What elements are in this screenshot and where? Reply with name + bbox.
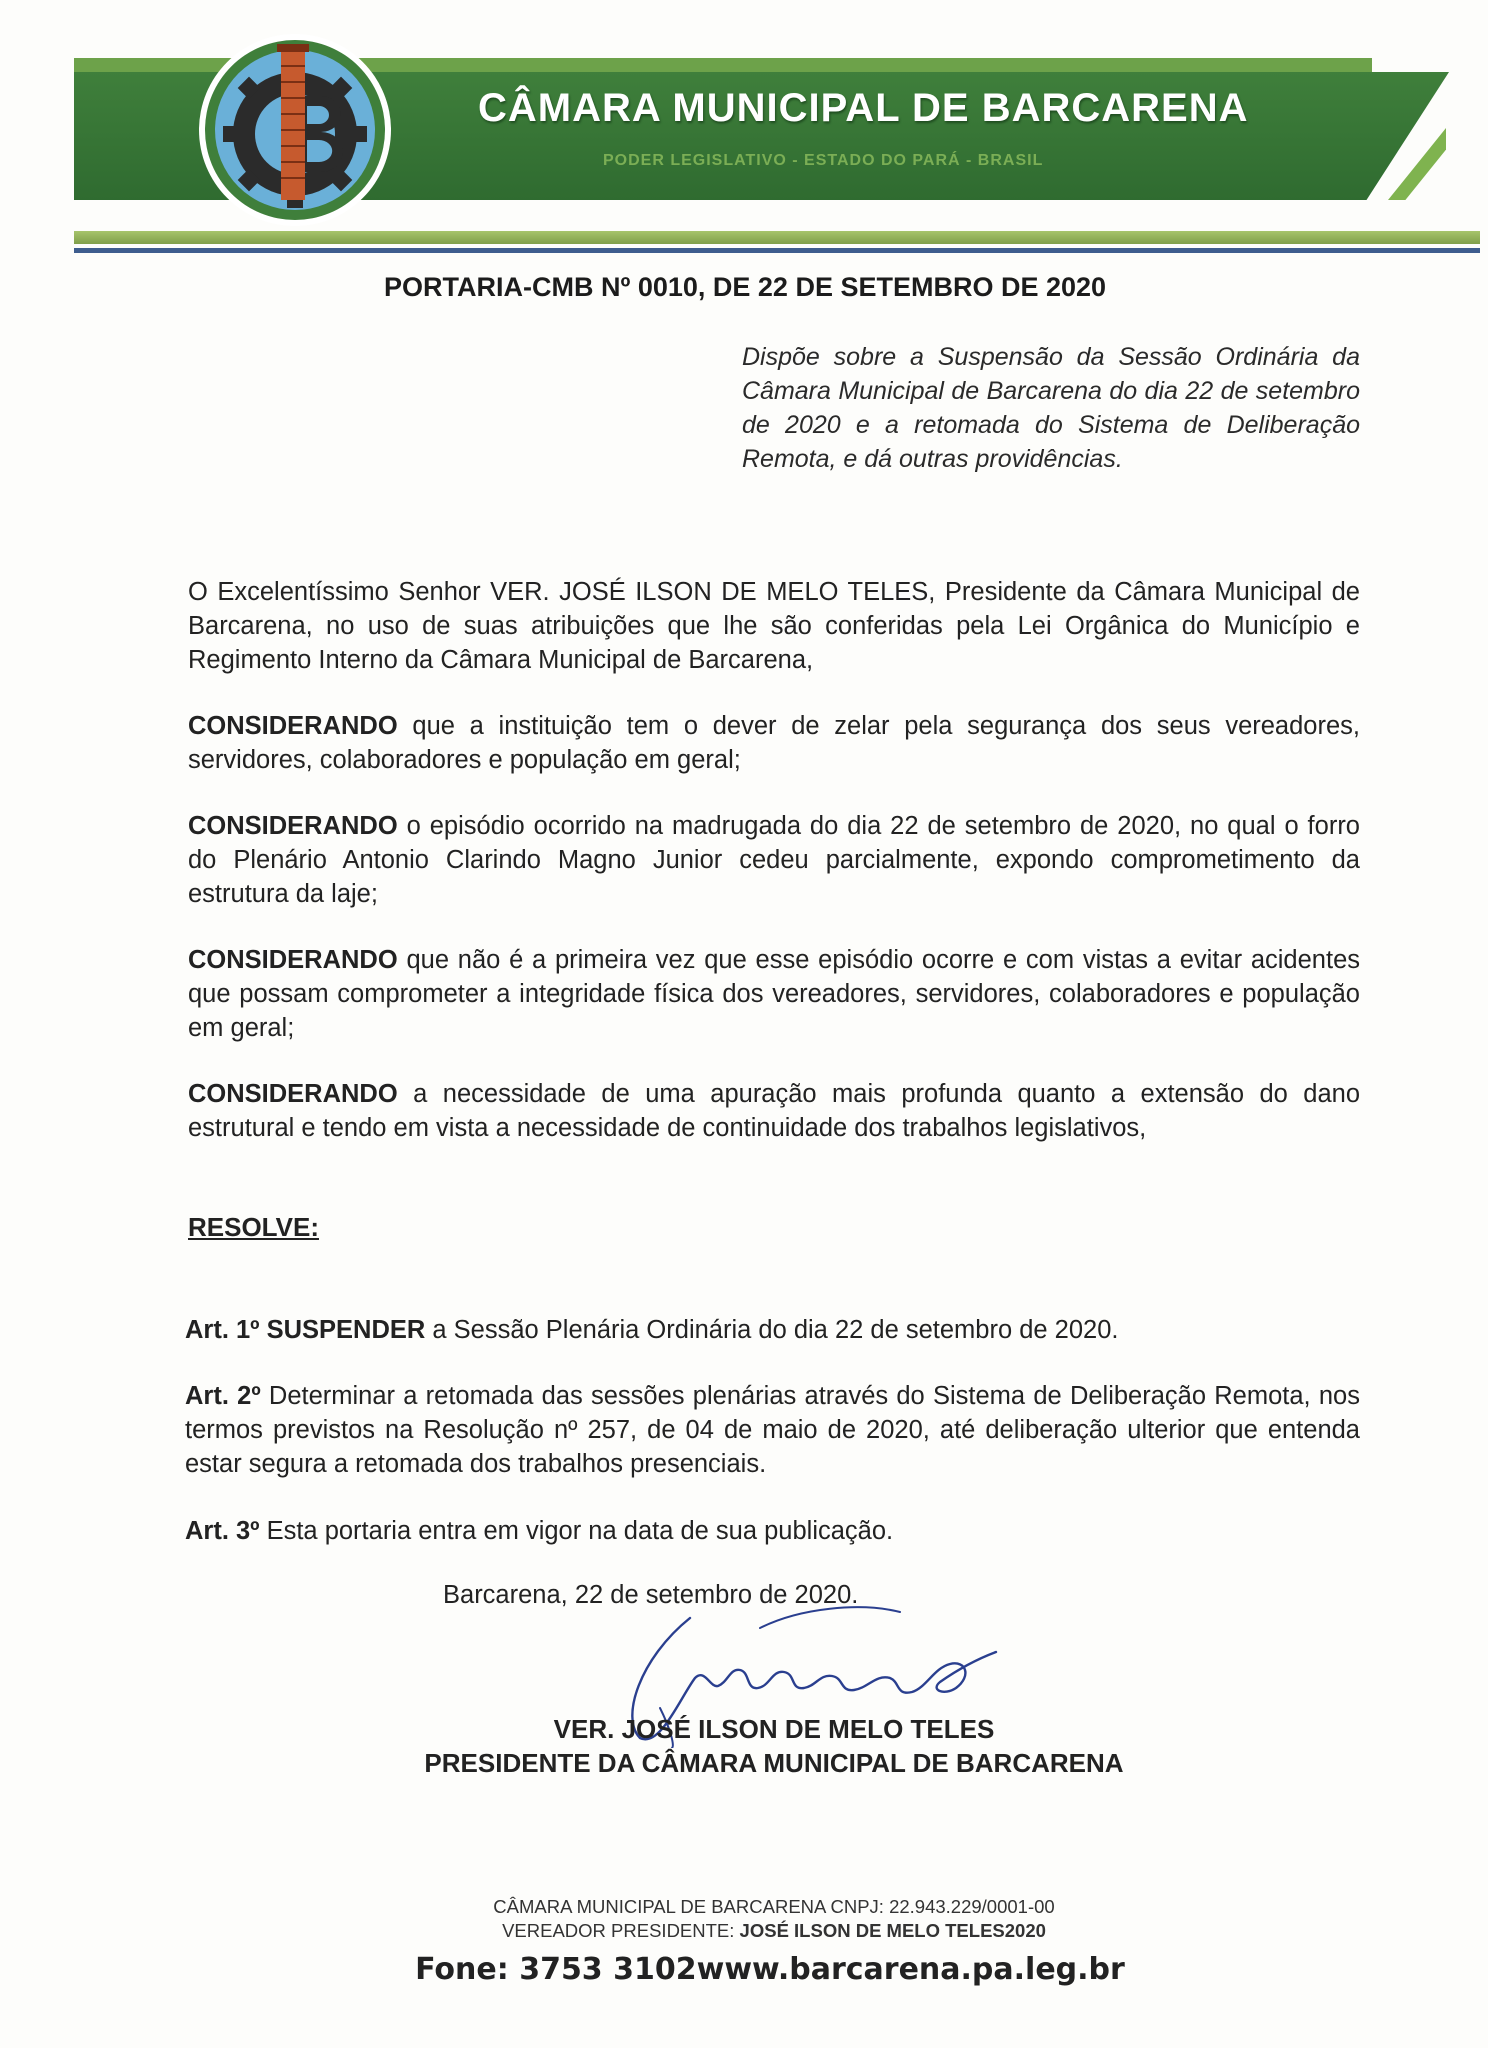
article-label: Art. 2º: [185, 1382, 261, 1410]
consideration-text: que não é a primeira vez que esse episódio ocorre e com vistas a evitar acidentes que possam comprometer a integridade física dos vereadores, servidores, colaboradores e população em geral;: [188, 946, 1360, 1042]
letterhead: [0, 0, 1488, 270]
consideration-text: o episódio ocorrido na madrugada do dia 22 de setembro de 2020, no qual o forro do Plenário Antonio Clarindo Magno Junior cedeu parcialmente, expondo comprometimento da estrutura da laje;: [188, 812, 1360, 908]
considering-label: CONSIDERANDO: [188, 1080, 398, 1108]
signer-role: PRESIDENTE DA CÂMARA MUNICIPAL DE BARCARENA: [424, 1748, 1124, 1778]
banner-title: CÂMARA MUNICIPAL DE BARCARENA: [478, 86, 1249, 130]
considering-label: CONSIDERANDO: [188, 946, 398, 974]
article-label: Art. 1º: [185, 1316, 260, 1344]
gear-chimney-logo-icon: [175, 30, 415, 230]
intro-paragraph: O Excelentíssimo Senhor VER. JOSÉ ILSON DE MELO TELES, Presidente da Câmara Municipal de Barcarena, no uso de suas atribuições que lhe são conferidas pela Lei Orgânica do Município e Regimento Interno da Câmara Municipal de Barcarena,: [188, 578, 1360, 674]
consideration-paragraph: [188, 709, 1360, 777]
considering-label: CONSIDERANDO: [188, 812, 398, 840]
article-text: Esta portaria entra em vigor na data de sua publicação.: [259, 1517, 894, 1545]
place-date: Barcarena, 22 de setembro de 2020.: [443, 1581, 859, 1609]
footer-president-name: JOSÉ ILSON DE MELO TELES2020: [739, 1920, 1046, 1941]
footer-contact: Fone: 3753 3102www.barcarena.pa.leg.br: [415, 1952, 1125, 1987]
consideration-paragraph: [188, 943, 1360, 1045]
article-text: Determinar a retomada das sessões plenárias através do Sistema de Deliberação Remota, nos termos previstos na Resolução nº 257, de 04 de maio de 2020, até deliberação ulterior que entenda estar segura a retomada dos trabalhos presenciais.: [185, 1382, 1360, 1478]
banner-subtitle: PODER LEGISLATIVO - ESTADO DO PARÁ - BRASIL: [603, 152, 1044, 169]
article-text: a Sessão Plenária Ordinária do dia 22 de setembro de 2020.: [425, 1316, 1119, 1344]
document-title: PORTARIA-CMB Nº 0010, DE 22 DE SETEMBRO DE 2020: [384, 272, 1107, 302]
consideration-paragraph: [188, 1077, 1360, 1145]
article-1: [185, 1313, 1360, 1347]
consideration-text: a necessidade de uma apuração mais profunda quanto a extensão do dano estrutural e tendo em vista a necessidade de continuidade dos trabalhos legislativos,: [188, 1080, 1360, 1142]
considering-label: CONSIDERANDO: [188, 712, 398, 740]
resolve-heading: RESOLVE:: [188, 1212, 319, 1242]
divider-blue: [74, 248, 1480, 253]
article-label: Art. 3º: [185, 1517, 260, 1545]
signer-name: VER. JOSÉ ILSON DE MELO TELES: [553, 1714, 995, 1744]
consideration-text: que a instituição tem o dever de zelar pela segurança dos seus vereadores, servidores, colaboradores e população em geral;: [188, 712, 1360, 774]
document-summary: Dispõe sobre a Suspensão da Sessão Ordinária da Câmara Municipal de Barcarena do dia 22 de setembro de 2020 e a retomada do Sistema de Deliberação Remota, e dá outras providências.: [742, 343, 1360, 473]
article-3: [185, 1514, 1360, 1548]
article-2: [185, 1379, 1360, 1481]
article-bold-text: SUSPENDER: [266, 1316, 426, 1344]
consideration-paragraph: [188, 809, 1360, 911]
footer-line-2-prefix: VEREADOR PRESIDENTE:: [502, 1920, 740, 1941]
divider-green: [74, 231, 1480, 244]
footer-line-1: CÂMARA MUNICIPAL DE BARCARENA CNPJ: 22.943.229/0001-00: [493, 1896, 1055, 1917]
footer-line-2: [0, 1920, 1488, 1942]
